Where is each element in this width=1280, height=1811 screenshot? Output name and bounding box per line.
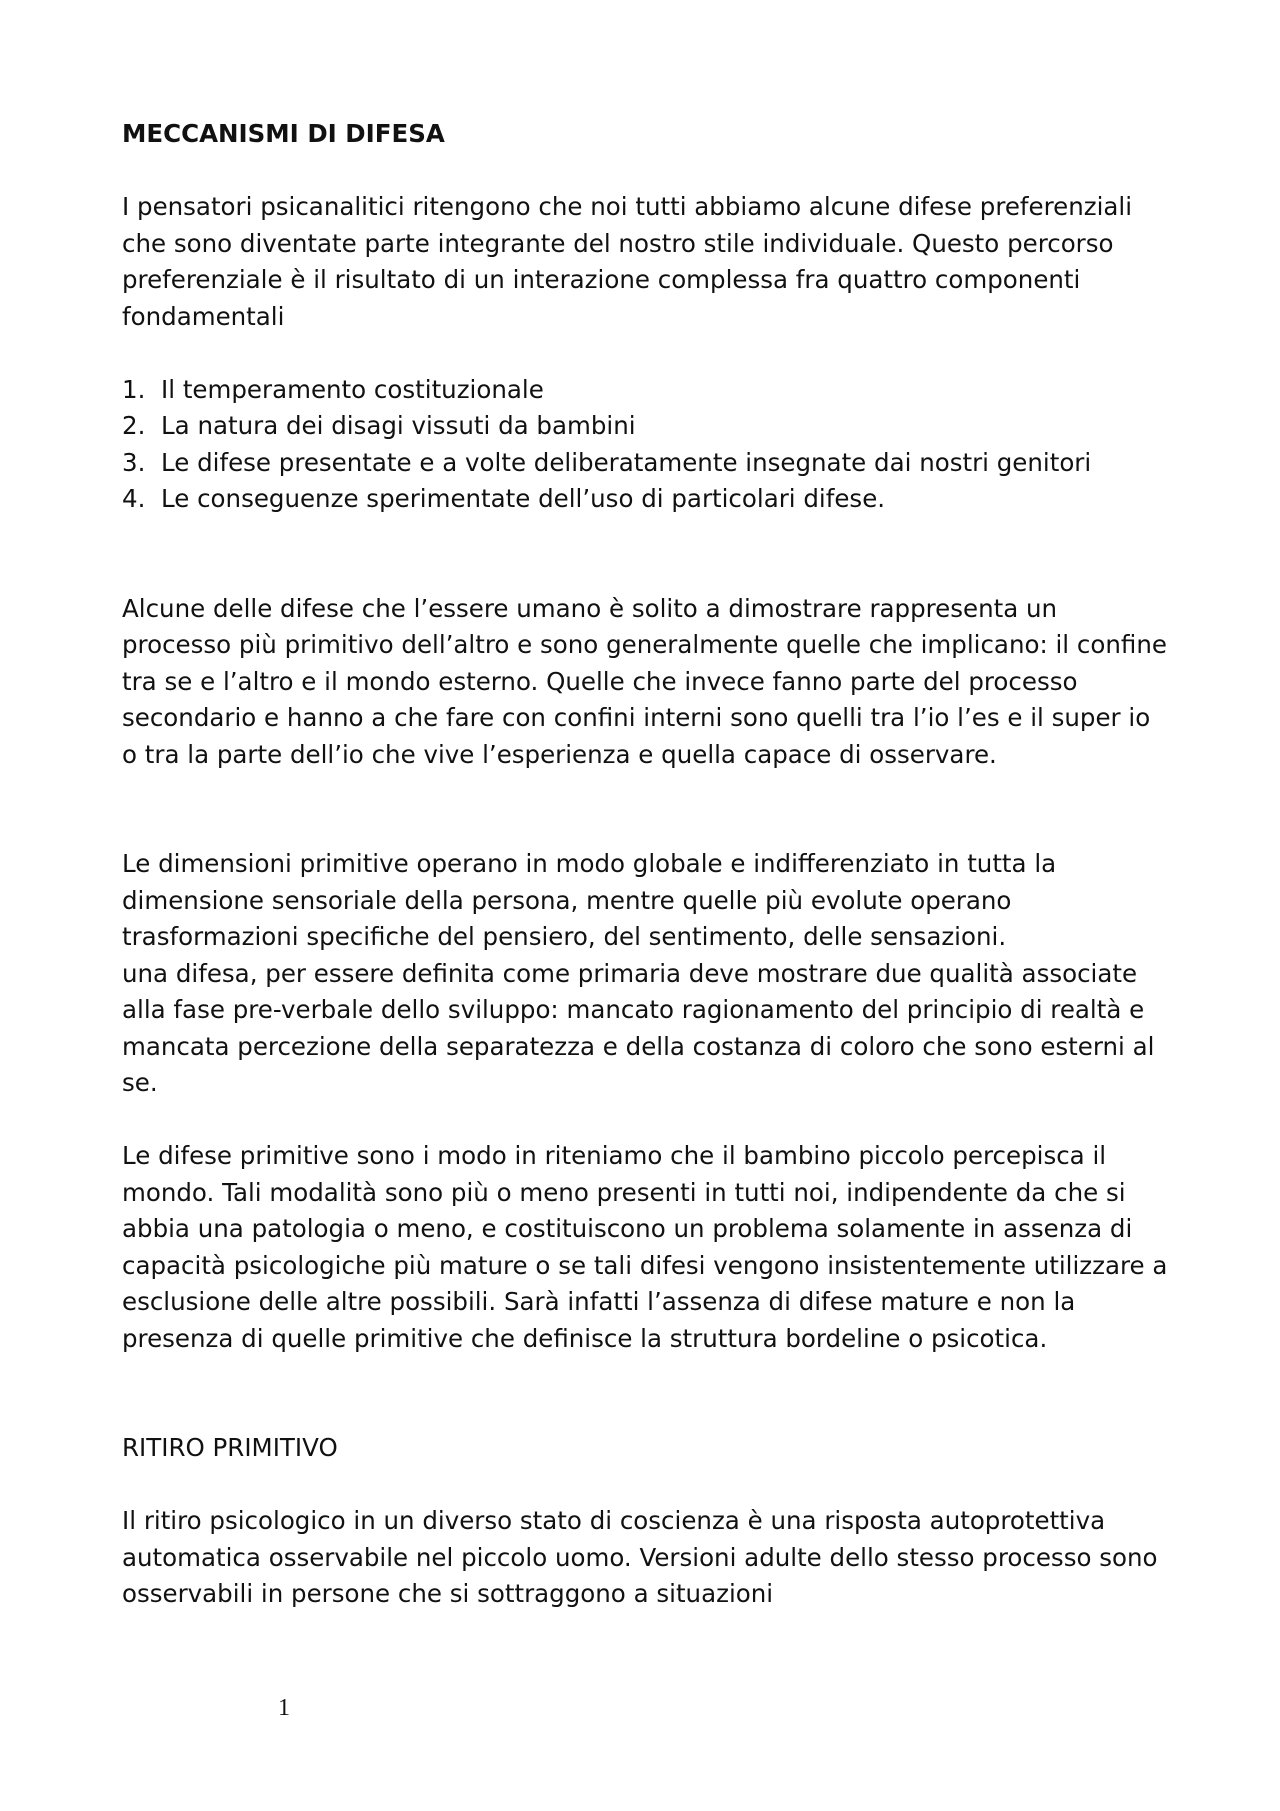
section-paragraph: Il ritiro psicologico in un diverso stato di coscienza è una risposta autoprotettiva automatica osservabile nel piccolo uomo. Versioni adulte dello stesso processo sono osservabili in persone che si sottraggono a situazioni <box>122 1506 1158 1608</box>
spacer <box>122 1102 1172 1139</box>
page-number: 1 <box>278 1695 290 1721</box>
list-item-number: 4. <box>122 484 146 513</box>
paragraph-primary-defense: una difesa, per essere definita come primaria deve mostrare due qualità associate alla fase pre-verbale dello sviluppo: mancato ragionamento del principio di realtà e mancata percezione della separatezza e della costanza di coloro che sono esterni al se. <box>122 958 1155 1097</box>
list-item-number: 3. <box>122 447 146 477</box>
factors-list <box>122 372 1172 518</box>
section-heading: RITIRO PRIMITIVO <box>122 1433 338 1462</box>
list-item-number: 1. <box>122 374 146 404</box>
spacer <box>122 773 1172 846</box>
list-item-text: Il temperamento costituzionale <box>161 374 544 404</box>
paragraph-defense-levels: Alcune delle difese che l’essere umano è solito a dimostrare rappresenta un processo più primitivo dell’altro e sono generalmente quelle che implicano: il confine tra se e l’altro e il mondo esterno. Quelle che invece fanno parte del processo secondario e hanno a che fare con confini interni sono quelli tra l’io l’es e il super io o tra la parte dell’io che vive l’esperienza e quella capace di osservare. <box>122 593 1167 769</box>
document-title: MECCANISMI DI DIFESA <box>122 119 445 148</box>
spacer <box>122 335 1172 372</box>
paragraph-primitive-dimensions: Le dimensioni primitive operano in modo globale e indifferenziato in tutta la dimensione sensoriale della persona, mentre quelle più evolute operano trasformazioni specifiche del pensiero, del sentimento, delle sensazioni. <box>122 849 1057 951</box>
list-item <box>122 408 1172 445</box>
spacer <box>122 518 1172 591</box>
spacer <box>122 1357 1172 1430</box>
list-item-text: La natura dei disagi vissuti da bambini <box>161 411 636 440</box>
paragraph-primitive-defenses: Le difese primitive sono i modo in riteniamo che il bambino piccolo percepisca il mondo. Tali modalità sono più o meno presenti in tutti noi, indipendente da che si abbia una patologia o meno, e costituiscono un problema solamente in assenza di capacità psicologiche più mature o se tali difesi vengono insistentemente utilizzare a esclusione delle altre possibili. Sarà infatti l’assenza di difese mature e non la presenza di quelle primitive che definisce la struttura bordeline o psicotica. <box>122 1141 1168 1353</box>
list-item-number: 2. <box>122 411 146 440</box>
document-body <box>122 116 1172 1613</box>
list-item <box>122 481 1172 518</box>
spacer <box>122 153 1172 190</box>
list-item-text: Le conseguenze sperimentate dell’uso di particolari difese. <box>161 484 886 513</box>
intro-paragraph: I pensatori psicanalitici ritengono che noi tutti abbiamo alcune difese preferenziali che sono diventate parte integrante del nostro stile individuale. Questo percorso preferenziale è il risultato di un interazione complessa fra quattro componenti fondamentali <box>122 192 1133 331</box>
spacer <box>122 1467 1172 1504</box>
list-item <box>122 445 1172 482</box>
list-item-text: Le difese presentate e a volte deliberatamente insegnate dai nostri genitori <box>161 447 1092 477</box>
list-item <box>122 372 1172 409</box>
